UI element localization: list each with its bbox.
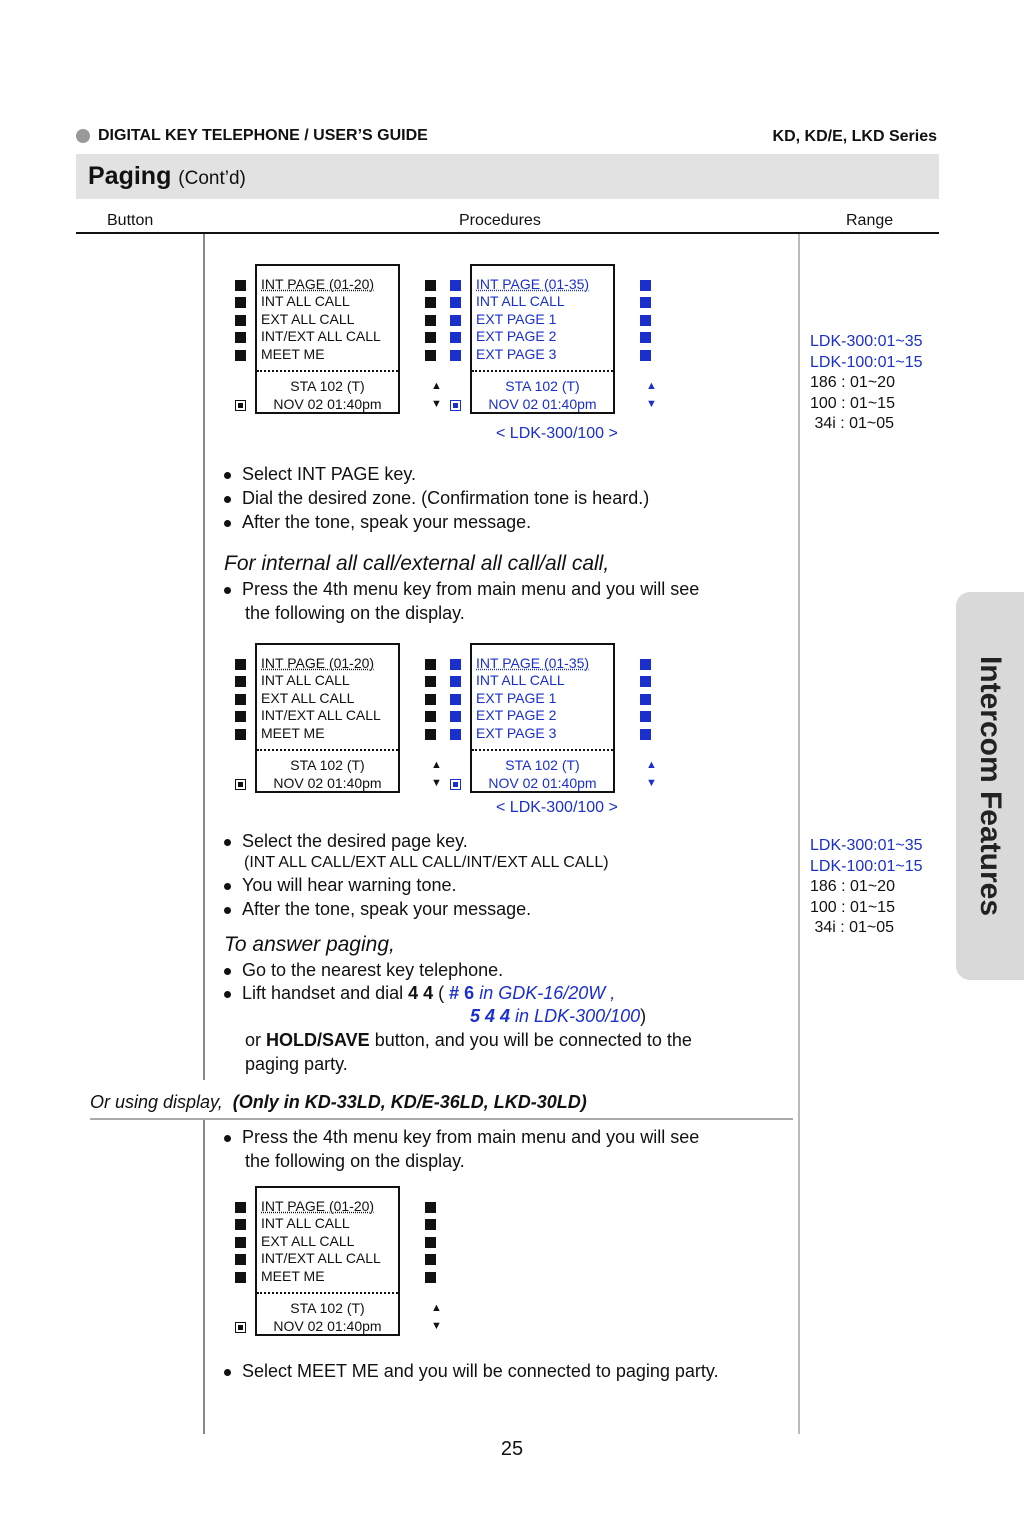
right-softkey[interactable]: [640, 280, 651, 291]
up-arrow-icon[interactable]: ▲: [646, 380, 657, 392]
lcd-menu-line: EXT ALL CALL: [261, 690, 355, 706]
left-softkey[interactable]: [450, 315, 461, 326]
up-arrow-icon[interactable]: ▲: [431, 759, 442, 771]
left-softkey[interactable]: [450, 350, 461, 361]
section-rule: [90, 1118, 793, 1120]
list-item: Dial the desired zone. (Confirmation tone is heard.): [224, 488, 649, 509]
down-arrow-icon[interactable]: ▼: [431, 777, 442, 789]
right-softkey[interactable]: [640, 659, 651, 670]
list-item: Press the 4th menu key from main menu and you will see: [224, 579, 699, 600]
left-softkey[interactable]: [235, 350, 246, 361]
status-key[interactable]: [235, 1322, 246, 1333]
series-label: KD, KD/E, LKD Series: [772, 128, 937, 145]
section-heading: For internal all call/external all call/all call,: [224, 552, 610, 575]
lcd-caption: < LDK-300/100 >: [496, 799, 618, 816]
col-button: Button: [107, 212, 154, 229]
lcd-divider: [257, 370, 398, 372]
list-item-cont: 5 4 4 in LDK-300/100): [470, 1006, 647, 1026]
left-softkey[interactable]: [235, 694, 246, 705]
down-arrow-icon[interactable]: ▼: [431, 1320, 442, 1332]
lcd-menu-line: INT PAGE (01-35): [476, 655, 590, 671]
right-softkey[interactable]: [425, 1219, 436, 1230]
lcd-station: STA 102 (T): [505, 378, 580, 394]
lcd-menu-line: EXT PAGE 3: [476, 346, 557, 362]
note-text: (INT ALL CALL/EXT ALL CALL/INT/EXT ALL CALL): [244, 854, 609, 871]
right-softkey[interactable]: [425, 1254, 436, 1265]
right-softkey[interactable]: [425, 1272, 436, 1283]
right-softkey[interactable]: [640, 694, 651, 705]
lcd-menu-line: EXT PAGE 2: [476, 707, 557, 723]
lcd-divider: [472, 370, 613, 372]
status-key[interactable]: [235, 779, 246, 790]
left-softkey[interactable]: [235, 315, 246, 326]
lcd-divider: [472, 749, 613, 751]
list-item: Go to the nearest key telephone.: [224, 960, 503, 981]
left-softkey[interactable]: [450, 694, 461, 705]
lcd-divider: [257, 1292, 398, 1294]
column-divider-right: [798, 234, 800, 1434]
lcd-menu-line: INT/EXT ALL CALL: [261, 1250, 381, 1266]
section-tab-label: Intercom Features: [974, 655, 1007, 917]
list-item-cont: or HOLD/SAVE button, and you will be connected to the: [245, 1030, 692, 1050]
right-softkey[interactable]: [425, 676, 436, 687]
list-item: After the tone, speak your message.: [224, 899, 531, 920]
list-item: Select the desired page key.: [224, 831, 468, 852]
lcd-display-blue: [450, 643, 710, 823]
page-number: 25: [500, 1438, 524, 1460]
lcd-display-black: [235, 1186, 495, 1366]
lcd-menu-line: INT ALL CALL: [476, 672, 565, 688]
right-softkey[interactable]: [640, 676, 651, 687]
list-item: Select MEET ME and you will be connected to paging party.: [224, 1361, 719, 1382]
lcd-menu-line: MEET ME: [261, 346, 325, 362]
down-arrow-icon[interactable]: ▼: [431, 398, 442, 410]
col-procedures: Procedures: [459, 212, 541, 229]
right-softkey[interactable]: [425, 1237, 436, 1248]
range-block: LDK-300:01~35 LDK-100:01~15 186 : 01~20 100 : 01~15 34i : 01~05: [810, 837, 923, 937]
right-softkey[interactable]: [425, 1202, 436, 1213]
lcd-menu-line: INT/EXT ALL CALL: [261, 707, 381, 723]
bullet-dot-icon: [76, 129, 90, 143]
lcd-menu-line: EXT ALL CALL: [261, 311, 355, 327]
right-softkey[interactable]: [425, 659, 436, 670]
right-softkey[interactable]: [425, 350, 436, 361]
left-softkey[interactable]: [450, 280, 461, 291]
lcd-menu-line: INT PAGE (01-20): [261, 276, 375, 292]
left-softkey[interactable]: [450, 297, 461, 308]
right-softkey[interactable]: [640, 711, 651, 722]
left-softkey[interactable]: [235, 676, 246, 687]
display-option-label: Or using display, (Only in KD-33LD, KD/E-36LD, LKD-30LD): [90, 1092, 587, 1112]
left-softkey[interactable]: [235, 280, 246, 291]
lcd-menu-line: EXT PAGE 1: [476, 311, 557, 327]
left-softkey[interactable]: [450, 332, 461, 343]
right-softkey[interactable]: [425, 711, 436, 722]
right-softkey[interactable]: [425, 694, 436, 705]
lcd-menu-line: INT ALL CALL: [261, 293, 350, 309]
left-softkey[interactable]: [235, 729, 246, 740]
lcd-date: NOV 02 01:40pm: [488, 775, 597, 791]
left-softkey[interactable]: [235, 297, 246, 308]
lcd-menu-line: EXT ALL CALL: [261, 1233, 355, 1249]
left-softkey[interactable]: [450, 659, 461, 670]
left-softkey[interactable]: [235, 1237, 246, 1248]
lcd-menu-line: MEET ME: [261, 1268, 325, 1284]
lcd-date: NOV 02 01:40pm: [273, 1318, 382, 1334]
left-softkey[interactable]: [235, 659, 246, 670]
title-sub: (Cont’d): [178, 168, 246, 189]
right-softkey[interactable]: [640, 315, 651, 326]
lcd-menu-line: EXT PAGE 2: [476, 328, 557, 344]
right-softkey[interactable]: [425, 332, 436, 343]
up-arrow-icon[interactable]: ▲: [431, 380, 442, 392]
right-softkey[interactable]: [640, 350, 651, 361]
list-item-cont: the following on the display.: [245, 1151, 465, 1171]
list-item-cont: the following on the display.: [245, 603, 465, 623]
right-softkey[interactable]: [425, 297, 436, 308]
col-range: Range: [846, 212, 894, 229]
lcd-menu-line: INT PAGE (01-35): [476, 276, 590, 292]
right-softkey[interactable]: [425, 315, 436, 326]
status-key[interactable]: [450, 779, 461, 790]
lcd-menu-line: INT PAGE (01-20): [261, 1198, 375, 1214]
title-main: Paging: [88, 162, 172, 190]
status-key[interactable]: [450, 400, 461, 411]
header-rule: [76, 232, 939, 234]
lcd-date: NOV 02 01:40pm: [273, 775, 382, 791]
lcd-date: NOV 02 01:40pm: [273, 396, 382, 412]
lcd-station: STA 102 (T): [290, 378, 365, 394]
up-arrow-icon[interactable]: ▲: [431, 1302, 442, 1314]
guide-title: DIGITAL KEY TELEPHONE / USER’S GUIDE: [98, 127, 428, 144]
right-softkey[interactable]: [425, 280, 436, 291]
left-softkey[interactable]: [235, 1219, 246, 1230]
range-block: LDK-300:01~35 LDK-100:01~15 186 : 01~20 100 : 01~15 34i : 01~05: [810, 333, 923, 433]
column-divider-left-2: [203, 1120, 205, 1434]
right-softkey[interactable]: [640, 332, 651, 343]
status-key[interactable]: [235, 400, 246, 411]
left-softkey[interactable]: [235, 1202, 246, 1213]
left-softkey[interactable]: [235, 332, 246, 343]
lcd-caption: < LDK-300/100 >: [496, 425, 618, 442]
left-softkey[interactable]: [235, 1272, 246, 1283]
lcd-station: STA 102 (T): [505, 757, 580, 773]
column-divider-left: [203, 234, 205, 1080]
lcd-menu-line: INT ALL CALL: [476, 293, 565, 309]
lcd-menu-line: INT/EXT ALL CALL: [261, 328, 381, 344]
lcd-menu-line: MEET ME: [261, 725, 325, 741]
lcd-menu-line: INT ALL CALL: [261, 672, 350, 688]
left-softkey[interactable]: [450, 711, 461, 722]
lcd-divider: [257, 749, 398, 751]
page-title: [88, 162, 246, 191]
down-arrow-icon[interactable]: ▼: [646, 777, 657, 789]
lcd-date: NOV 02 01:40pm: [488, 396, 597, 412]
list-item: Select INT PAGE key.: [224, 464, 416, 485]
list-item: Press the 4th menu key from main menu and you will see: [224, 1127, 699, 1148]
list-item-cont: paging party.: [245, 1054, 348, 1074]
section-heading: To answer paging,: [224, 933, 395, 956]
right-softkey[interactable]: [425, 729, 436, 740]
right-softkey[interactable]: [640, 729, 651, 740]
lcd-station: STA 102 (T): [290, 757, 365, 773]
down-arrow-icon[interactable]: ▼: [646, 398, 657, 410]
list-item: Lift handset and dial 4 4 ( # 6 in GDK-16/20W ,: [224, 983, 615, 1004]
lcd-station: STA 102 (T): [290, 1300, 365, 1316]
lcd-menu-line: EXT PAGE 3: [476, 725, 557, 741]
left-softkey[interactable]: [235, 711, 246, 722]
lcd-display-blue: [450, 264, 710, 444]
list-item: After the tone, speak your message.: [224, 512, 531, 533]
list-item: You will hear warning tone.: [224, 875, 456, 896]
up-arrow-icon[interactable]: ▲: [646, 759, 657, 771]
left-softkey[interactable]: [235, 1254, 246, 1265]
lcd-menu-line: INT PAGE (01-20): [261, 655, 375, 671]
guide-header: [76, 127, 428, 145]
lcd-menu-line: EXT PAGE 1: [476, 690, 557, 706]
left-softkey[interactable]: [450, 729, 461, 740]
right-softkey[interactable]: [640, 297, 651, 308]
lcd-menu-line: INT ALL CALL: [261, 1215, 350, 1231]
left-softkey[interactable]: [450, 676, 461, 687]
